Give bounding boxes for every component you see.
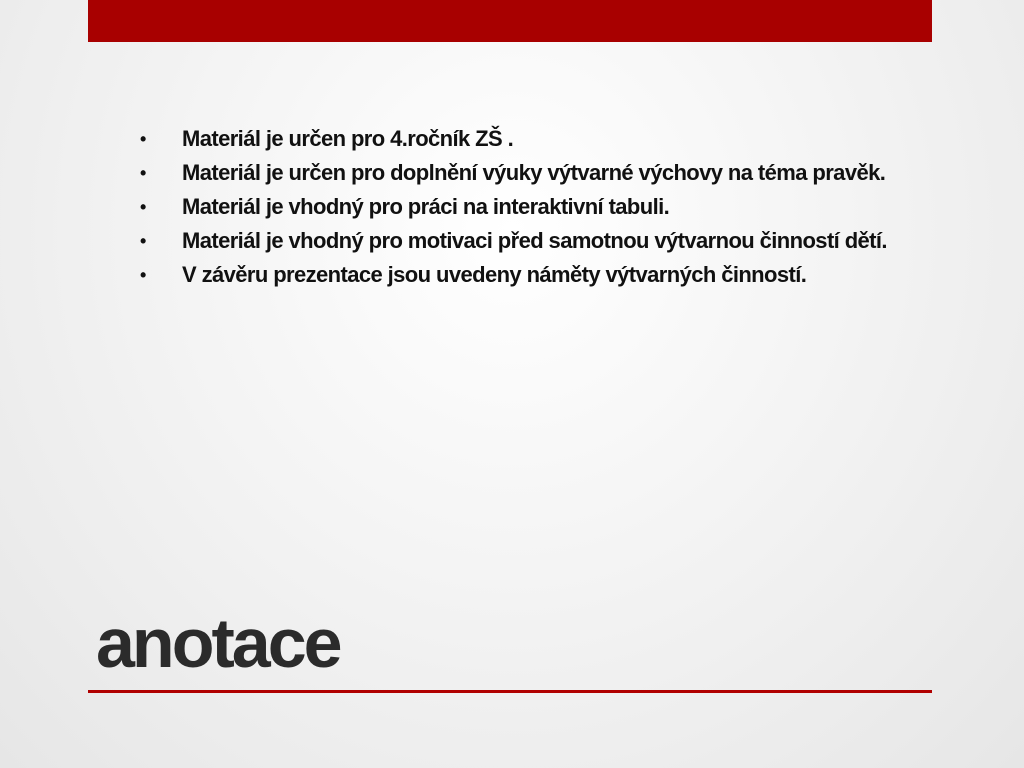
top-accent-bar — [88, 0, 932, 42]
bullet-marker: • — [140, 231, 146, 251]
bullet-marker: • — [140, 265, 146, 285]
bullet-marker: • — [140, 129, 146, 149]
bullet-item — [140, 156, 920, 190]
annotation-bullet-list — [140, 122, 920, 292]
bullet-text: Materiál je určen pro 4.ročník ZŠ . — [182, 126, 514, 151]
title-underline-rule — [88, 690, 932, 693]
bullet-item — [140, 258, 920, 292]
bullet-text: Materiál je vhodný pro práci na interaktivní tabuli. — [182, 194, 670, 219]
bullet-item — [140, 122, 920, 156]
bullet-item — [140, 190, 920, 224]
bullet-text: V závěru prezentace jsou uvedeny náměty výtvarných činností. — [182, 262, 807, 287]
bullet-marker: • — [140, 163, 146, 183]
bullet-item — [140, 224, 920, 258]
bullet-text: Materiál je vhodný pro motivaci před samotnou výtvarnou činností dětí. — [182, 228, 887, 253]
slide-title: anotace — [96, 604, 340, 682]
bullet-text: Materiál je určen pro doplnění výuky výtvarné výchovy na téma pravěk. — [182, 160, 886, 185]
bullet-marker: • — [140, 197, 146, 217]
